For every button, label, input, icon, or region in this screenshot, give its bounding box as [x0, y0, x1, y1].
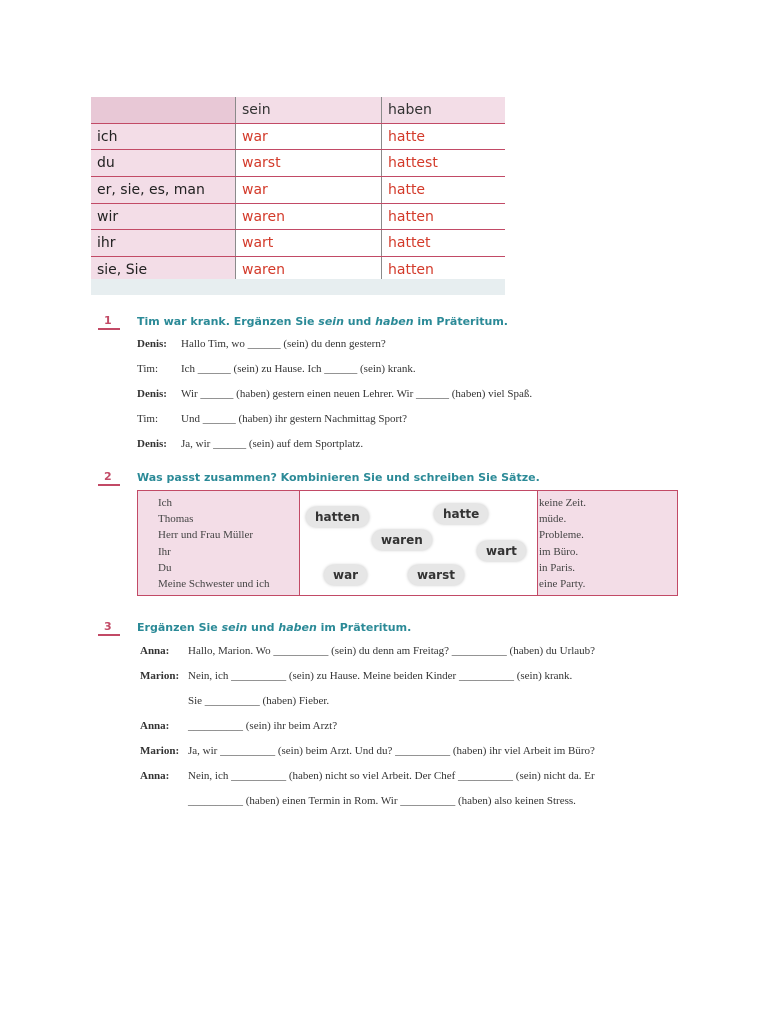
dialogue-text: Hallo, Marion. Wo __________ (sein) du denn am Freitag? __________ (haben) du Urlaub?	[188, 645, 596, 657]
pronoun-cell: wir	[91, 203, 236, 230]
exercise-number: 3	[98, 620, 120, 636]
table-header-cell	[91, 97, 236, 123]
object-column	[539, 495, 586, 592]
subject-item: Thomas	[158, 513, 194, 526]
verb-column	[299, 491, 538, 595]
haben-cell: hatten	[382, 203, 506, 230]
dialogue-line	[140, 770, 595, 782]
speaker-label: Anna:	[140, 645, 170, 657]
matching-box	[137, 490, 678, 596]
dialogue-text: Nein, ich __________ (haben) nicht so viel Arbeit. Der Chef __________ (sein) nicht da. Er	[188, 770, 595, 782]
speaker-label: Denis:	[137, 438, 167, 450]
title-text-italic: sein	[221, 621, 248, 634]
dialogue-line	[137, 388, 532, 400]
title-text: und	[247, 621, 279, 634]
speaker-label: Tim:	[137, 413, 159, 425]
pronoun-cell: sie, Sie	[91, 257, 236, 284]
dialogue-text: Ja, wir ______ (sein) auf dem Sportplatz.	[181, 438, 364, 450]
subject-item: Ich	[158, 497, 173, 509]
verb-chip: hatten	[306, 507, 369, 527]
verb-chip: hatte	[434, 504, 488, 524]
dialogue-line	[140, 670, 572, 682]
speaker-label: Tim:	[137, 363, 159, 375]
title-text: im Präteritum.	[413, 315, 508, 328]
dialogue-line	[140, 695, 329, 707]
table-row	[91, 203, 505, 230]
title-text: im Präteritum.	[316, 621, 412, 634]
table-header-cell: sein	[236, 97, 382, 123]
table-row	[91, 123, 505, 150]
haben-cell: hattet	[382, 230, 506, 257]
speaker-label: Denis:	[137, 388, 167, 400]
title-text-italic: sein	[318, 315, 344, 328]
dialogue-line	[137, 413, 407, 425]
verb-chip: warst	[408, 565, 464, 585]
subject-column	[158, 495, 270, 592]
verb-chip: wart	[477, 541, 526, 561]
exercise-number: 1	[98, 314, 120, 330]
sein-cell: warst	[236, 150, 382, 177]
conjugation-table	[91, 97, 505, 284]
dialogue-text: Wir ______ (haben) gestern einen neuen Lehrer. Wir ______ (haben) viel Spaß.	[181, 388, 533, 400]
dialogue-line	[137, 363, 416, 375]
subject-item: Herr und Frau Müller	[158, 529, 254, 542]
speaker-label: Marion:	[140, 745, 180, 757]
verb-chip: waren	[372, 530, 432, 550]
sein-cell: waren	[236, 257, 382, 284]
object-item: müde.	[539, 513, 567, 526]
exercise-number: 2	[98, 470, 120, 486]
haben-cell: hatte	[382, 123, 506, 150]
table-row	[91, 177, 505, 204]
table-row	[91, 150, 505, 177]
subject-item: Ihr	[158, 545, 171, 558]
object-item: in Paris.	[539, 561, 576, 574]
dialogue-text: Und ______ (haben) ihr gestern Nachmittag Sport?	[181, 413, 408, 425]
dialogue-line	[140, 745, 595, 757]
table-footer-band	[91, 279, 505, 295]
title-text: Ergänzen Sie	[137, 621, 222, 634]
title-text: und	[343, 315, 376, 328]
title-text: Tim war krank. Ergänzen Sie	[137, 315, 319, 328]
dialogue-text: Sie __________ (haben) Fieber.	[188, 695, 330, 707]
object-item: eine Party.	[539, 578, 586, 591]
haben-cell: hatten	[382, 257, 506, 284]
speaker-label: Denis:	[137, 338, 167, 350]
sein-cell: wart	[236, 230, 382, 257]
title-text-italic: haben	[278, 621, 317, 634]
verb-chip: war	[324, 565, 367, 585]
object-item: im Büro.	[539, 545, 579, 558]
dialogue-text: __________ (sein) ihr beim Arzt?	[188, 720, 338, 732]
exercise-title	[137, 315, 508, 328]
pronoun-cell: ihr	[91, 230, 236, 257]
pronoun-cell: er, sie, es, man	[91, 177, 236, 204]
object-item: Probleme.	[539, 529, 584, 542]
subject-item: Meine Schwester und ich	[158, 578, 270, 591]
dialogue-line	[140, 645, 595, 657]
dialogue-text: Nein, ich __________ (sein) zu Hause. Meine beiden Kinder __________ (sein) krank.	[188, 670, 573, 682]
dialogue-line	[140, 795, 576, 807]
dialogue-line	[137, 338, 386, 350]
dialogue-text: Ich ______ (sein) zu Hause. Ich ______ (sein) krank.	[181, 363, 416, 375]
pronoun-cell: du	[91, 150, 236, 177]
exercise-title	[137, 621, 411, 634]
speaker-label: Anna:	[140, 770, 170, 782]
pronoun-cell: ich	[91, 123, 236, 150]
dialogue-line	[140, 720, 337, 732]
haben-cell: hattest	[382, 150, 506, 177]
dialogue-text: Hallo Tim, wo ______ (sein) du denn gestern?	[181, 338, 386, 350]
dialogue-line	[137, 438, 363, 450]
sein-cell: waren	[236, 203, 382, 230]
subject-item: Du	[158, 561, 172, 574]
table-header-row	[91, 97, 505, 123]
exercise-title: Was passt zusammen? Kombinieren Sie und schreiben Sie Sätze.	[137, 471, 540, 484]
haben-cell: hatte	[382, 177, 506, 204]
table-header-cell: haben	[382, 97, 506, 123]
title-text-italic: haben	[375, 315, 414, 328]
sein-cell: war	[236, 123, 382, 150]
speaker-label: Anna:	[140, 720, 170, 732]
speaker-label: Marion:	[140, 670, 180, 682]
table-row	[91, 230, 505, 257]
dialogue-text: __________ (haben) einen Termin in Rom. Wir __________ (haben) also keinen Stress.	[188, 795, 576, 807]
object-item: keine Zeit.	[539, 497, 587, 509]
dialogue-text: Ja, wir __________ (sein) beim Arzt. Und du? __________ (haben) ihr viel Arbeit im Büro?	[188, 745, 595, 757]
sein-cell: war	[236, 177, 382, 204]
